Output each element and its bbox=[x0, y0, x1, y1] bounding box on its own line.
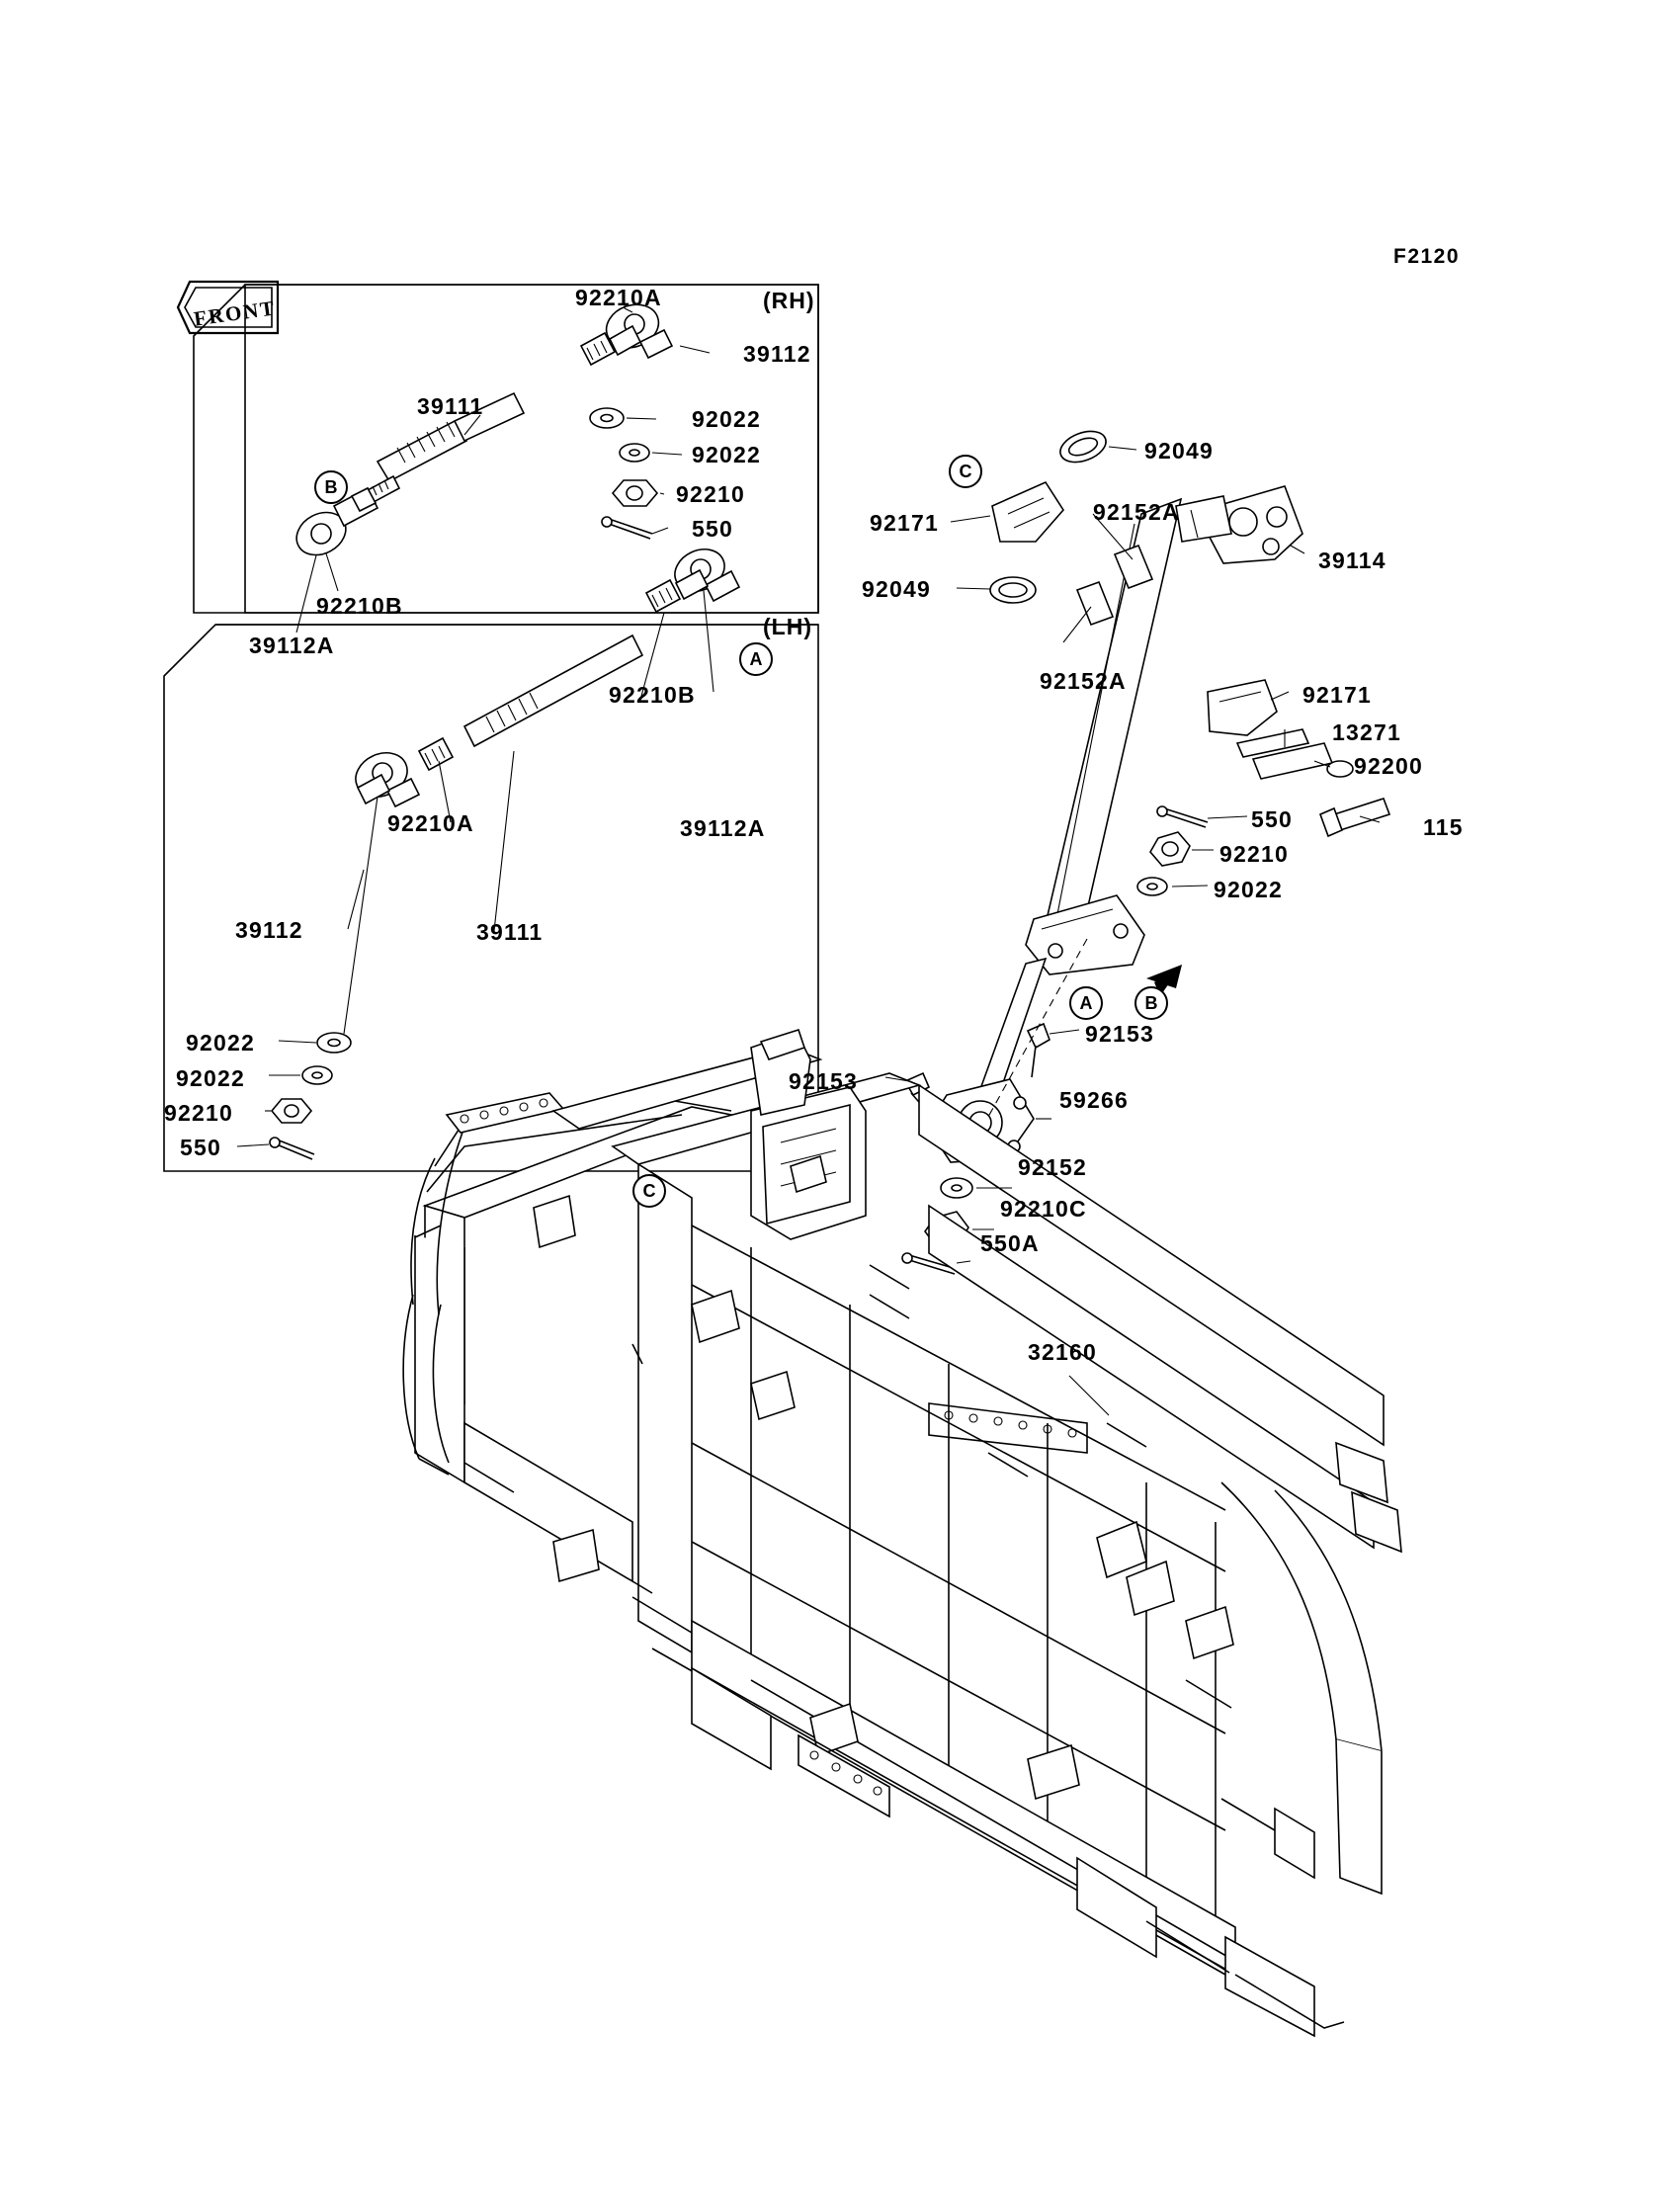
part-label-92022-rh-1: 92022 bbox=[692, 406, 761, 432]
part-label-92152: 92152 bbox=[1018, 1154, 1087, 1180]
callout-circle-c-column: C bbox=[949, 455, 982, 488]
part-label-92210b-lh: 92210B bbox=[609, 682, 696, 708]
part-label-39112a-lh: 39112A bbox=[680, 815, 766, 841]
part-label-39112-lh: 39112 bbox=[235, 917, 303, 943]
group-label-rh: (RH) bbox=[763, 288, 815, 313]
part-label-92210a-lh: 92210A bbox=[387, 810, 474, 836]
part-label-92022-lh-2: 92022 bbox=[176, 1065, 245, 1091]
part-label-92152a-bottom: 92152A bbox=[1040, 668, 1127, 694]
part-label-92049-left: 92049 bbox=[862, 576, 931, 602]
part-label-92210-column: 92210 bbox=[1219, 841, 1289, 867]
part-label-92171-left: 92171 bbox=[870, 510, 939, 536]
part-label-92049-top: 92049 bbox=[1144, 438, 1214, 464]
part-label-550-column: 550 bbox=[1251, 806, 1293, 832]
part-label-92153-right: 92153 bbox=[1085, 1021, 1154, 1047]
part-label-39111-rh: 39111 bbox=[417, 393, 484, 419]
sheet-code: F2120 bbox=[1393, 245, 1461, 268]
part-label-39114: 39114 bbox=[1318, 548, 1386, 573]
part-label-92210-lh: 92210 bbox=[164, 1100, 233, 1126]
part-label-32160: 32160 bbox=[1028, 1339, 1097, 1365]
part-label-550a: 550A bbox=[980, 1230, 1040, 1256]
part-label-92210c: 92210C bbox=[1000, 1196, 1087, 1222]
part-label-92210b-rh: 92210B bbox=[316, 593, 403, 619]
callout-circle-c-frame: C bbox=[632, 1174, 666, 1208]
part-label-550-lh: 550 bbox=[180, 1135, 221, 1160]
part-label-92022-lh-1: 92022 bbox=[186, 1030, 255, 1056]
part-label-59266: 59266 bbox=[1059, 1087, 1129, 1113]
part-label-115: 115 bbox=[1423, 814, 1464, 840]
part-label-39111-lh: 39111 bbox=[476, 919, 544, 945]
part-label-92153-left: 92153 bbox=[789, 1068, 858, 1094]
part-label-13271: 13271 bbox=[1332, 719, 1401, 745]
part-label-92022-rh-2: 92022 bbox=[692, 442, 761, 467]
group-label-lh: (LH) bbox=[763, 614, 812, 639]
callout-circle-a-lh: A bbox=[739, 642, 773, 676]
callout-circle-a-column: A bbox=[1069, 986, 1103, 1020]
part-label-92152a-top: 92152A bbox=[1093, 499, 1180, 525]
part-label-92210-rh: 92210 bbox=[676, 481, 745, 507]
front-label: FRONT bbox=[192, 296, 278, 331]
part-label-92022-column: 92022 bbox=[1214, 877, 1283, 902]
part-label-92210a-rh: 92210A bbox=[575, 285, 662, 310]
part-label-92200: 92200 bbox=[1354, 753, 1423, 779]
part-label-39112a-rh: 39112A bbox=[249, 633, 335, 658]
part-label-39112-rh: 39112 bbox=[743, 341, 811, 367]
part-label-550-rh: 550 bbox=[692, 516, 733, 542]
part-label-92171-right: 92171 bbox=[1302, 682, 1372, 708]
callout-circle-b-rh: B bbox=[314, 470, 348, 504]
callout-circle-b-column: B bbox=[1134, 986, 1168, 1020]
